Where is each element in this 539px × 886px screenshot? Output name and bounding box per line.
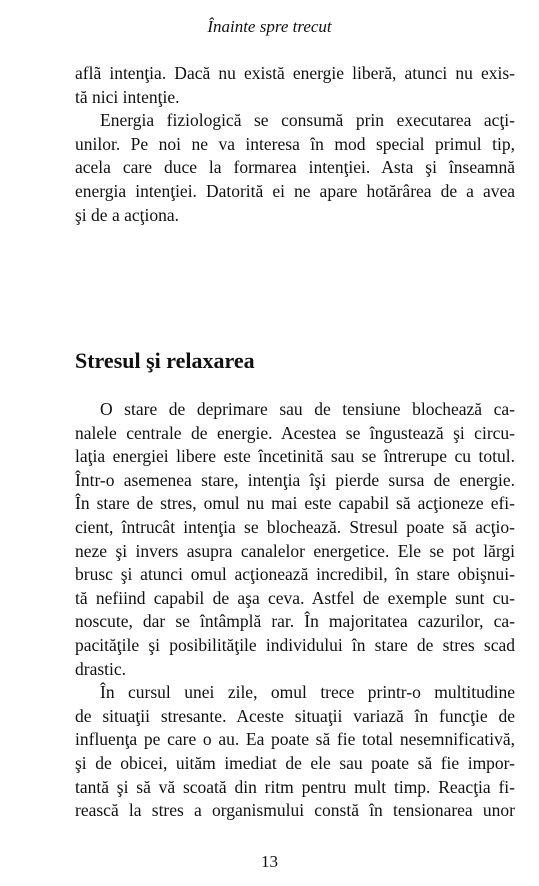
text-line: cient, întrucât intenţia se blochează. Stresul poate să acţio- bbox=[75, 516, 515, 537]
text-line: În stare de stres, omul nu mai este capabil să acţioneze efi- bbox=[75, 493, 515, 514]
text-line: pacităţile şi posibilităţile individului în stare de stres scad bbox=[75, 634, 515, 655]
running-header: Înainte spre trecut bbox=[207, 17, 332, 36]
text-line: acela care duce la formarea intenţiei. Asta şi înseamnă bbox=[75, 157, 515, 178]
text-line: aflã intenţia. Dacă nu există energie liberă, atunci nu exis- bbox=[75, 63, 515, 83]
text-line: brusc şi atunci omul acţionează incredibil, în stare obişnui- bbox=[75, 564, 515, 585]
text-line: Într-o asemenea stare, intenţia îşi pierde sursa de energie. bbox=[75, 469, 515, 490]
text-line: Energia fiziologică se consumă prin executarea acţi- bbox=[100, 110, 515, 131]
text-line: energia intenţiei. Datorită ei ne apare hotărârea de a avea bbox=[75, 180, 515, 201]
text-line: influenţa pe care o au. Ea poate să fie total nesemnificativă, bbox=[75, 729, 515, 750]
text-line: şi de a acţiona. bbox=[75, 204, 179, 225]
text-line: În cursul unei zile, omul trece printr-o multitudine bbox=[100, 682, 515, 703]
text-line: neze şi invers asupra canalelor energetice. Ele se pot lărgi bbox=[75, 540, 515, 561]
text-line: tă nefiind capabil de aşa ceva. Astfel de exemple sunt cu- bbox=[75, 587, 515, 608]
text-line: de situaţii stresante. Aceste situaţii variază în funcţie de bbox=[75, 705, 515, 726]
section-heading: Stresul şi relaxarea bbox=[75, 348, 255, 373]
body-text-section bbox=[75, 398, 515, 823]
text-line: unilor. Pe noi ne va interesa în mod special primul tip, bbox=[75, 133, 515, 154]
page-number: 13 bbox=[261, 852, 278, 871]
text-line: O stare de deprimare sau de tensiune blochează ca- bbox=[100, 399, 515, 419]
body-text-top bbox=[75, 62, 515, 227]
text-line: şi de obicei, uităm imediat de ele sau poate să fie impor- bbox=[75, 752, 515, 773]
text-line: laţia energiei libere este încetinită sau se întrerupe cu totul. bbox=[75, 446, 515, 467]
text-line: tă nici intenţie. bbox=[75, 86, 180, 107]
text-line: rească la stres a organismului constă în tensionarea unor bbox=[75, 800, 515, 821]
text-line: noscute, dar se întâmplă rar. În majoritatea cazurilor, ca- bbox=[75, 611, 515, 632]
text-line: nalele centrale de energie. Acestea se îngustează şi circu- bbox=[75, 422, 515, 443]
text-line: drastic. bbox=[75, 658, 127, 679]
text-line: tantă şi să vă scoată din ritm pentru mult timp. Reacţia fi- bbox=[75, 776, 515, 797]
